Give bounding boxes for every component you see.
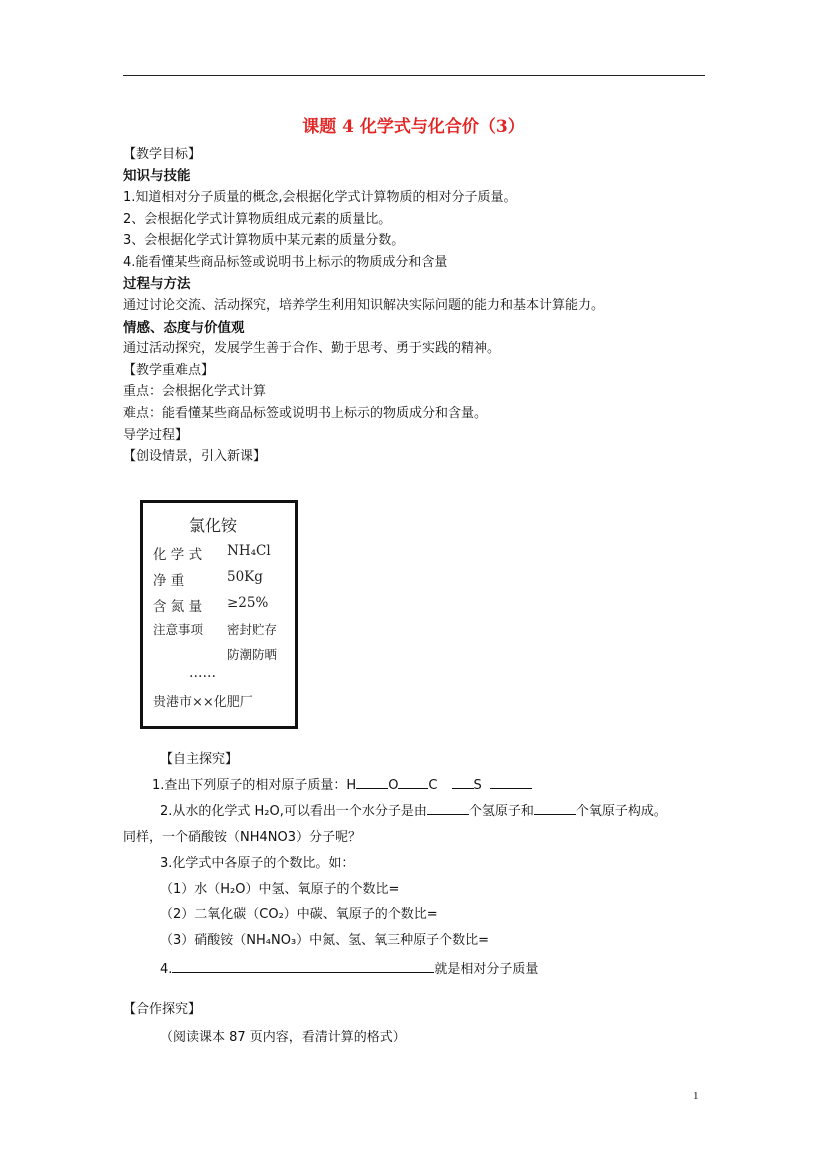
label-manufacturer: 贵港市××化肥厂 xyxy=(153,695,253,710)
knowledge-heading: 知识与技能 xyxy=(123,168,191,184)
label-formula-key: 化 学 式 xyxy=(153,547,203,563)
page-title: 课题 4 化学式与化合价（3） xyxy=(302,117,525,137)
explore-heading: 【自主探究】 xyxy=(160,752,239,767)
question-2 xyxy=(160,800,667,822)
q1-blank-s xyxy=(490,774,532,789)
label-weight-value: 50Kg xyxy=(227,569,263,585)
emotion-item: 通过活动探究，发展学生善于合作、勤于思考、勇于实践的精神。 xyxy=(123,341,501,356)
difficulty-heading: 【教学重难点】 xyxy=(123,363,215,378)
q4-blank xyxy=(172,958,434,973)
page-number: 1 xyxy=(693,1090,699,1102)
label-nitrogen-value: ≥25% xyxy=(227,595,269,611)
q1-c: C xyxy=(428,778,438,793)
intro-heading: 【创设情景，引入新课】 xyxy=(123,449,267,464)
question-4 xyxy=(160,958,538,980)
question-2-followup: 同样，一个硝酸铵（NH4NO3）分子呢？ xyxy=(123,830,361,845)
q1-blank-o xyxy=(398,774,428,789)
q2-part-c: 个氧原子构成。 xyxy=(575,804,667,819)
label-notes-value-2: 防潮防晒 xyxy=(227,647,278,662)
q2-blank-h xyxy=(427,800,469,815)
difficult-point: 难点：能看懂某些商品标签或说明书上标示的物质成分和含量。 xyxy=(123,406,488,421)
label-notes-key: 注意事项 xyxy=(153,622,204,637)
label-formula-value: NH₄Cl xyxy=(227,543,271,559)
emotion-heading: 情感、态度与价值观 xyxy=(123,320,245,336)
q2-blank-o xyxy=(534,800,576,815)
q1-s: S xyxy=(473,778,482,793)
knowledge-item-1: 1.知道相对分子质量的概念,会根据化学式计算物质的相对分子质量。 xyxy=(123,190,517,205)
q1-blank-h xyxy=(356,774,388,789)
key-point: 重点：会根据化学式计算 xyxy=(123,384,267,399)
label-product-name: 氯化铵 xyxy=(189,516,238,535)
q2-part-a: 2.从水的化学式 H₂O,可以看出一个水分子是由 xyxy=(160,804,427,819)
knowledge-item-4: 4.能看懂某些商品标签或说明书上标示的物质成分和含量 xyxy=(123,255,448,270)
label-weight-key: 净 重 xyxy=(153,573,185,589)
q1-o: O xyxy=(388,778,399,793)
question-3-2: （2）二氧化碳（CO₂）中碳、氧原子的个数比= xyxy=(160,907,438,922)
label-notes-value-1: 密封贮存 xyxy=(227,622,278,637)
header-rule xyxy=(123,75,705,76)
q1-prefix: 1.查出下列原子的相对原子质量：H xyxy=(152,778,357,793)
coop-heading: 【合作探究】 xyxy=(123,1002,202,1017)
question-3: 3.化学式中各原子的个数比。如： xyxy=(160,856,355,871)
q4-suffix: 就是相对分子质量 xyxy=(434,962,539,977)
goals-heading: 【教学目标】 xyxy=(123,147,202,162)
guide-heading: 导学过程】 xyxy=(123,428,189,443)
label-ellipsis: …… xyxy=(189,665,216,681)
knowledge-item-3: 3、会根据化学式计算物质中某元素的质量分数。 xyxy=(123,233,405,248)
label-nitrogen-key: 含 氮 量 xyxy=(153,599,203,615)
question-3-3: （3）硝酸铵（NH₄NO₃）中氮、氢、氧三种原子个数比= xyxy=(160,933,490,948)
q2-part-b: 个氢原子和 xyxy=(468,804,534,819)
process-item: 通过讨论交流、活动探究，培养学生利用知识解决实际问题的能力和基本计算能力。 xyxy=(123,298,605,313)
process-heading: 过程与方法 xyxy=(123,276,191,292)
question-1 xyxy=(152,774,532,796)
coop-note: （阅读课本 87 页内容，看清计算的格式） xyxy=(160,1030,406,1045)
question-3-1: （1）水（H₂O）中氢、氧原子的个数比= xyxy=(160,882,400,897)
knowledge-item-2: 2、会根据化学式计算物质组成元素的质量比。 xyxy=(123,212,392,227)
fertilizer-label xyxy=(140,500,298,729)
q4-prefix: 4. xyxy=(160,962,173,977)
q1-blank-c xyxy=(452,774,474,789)
